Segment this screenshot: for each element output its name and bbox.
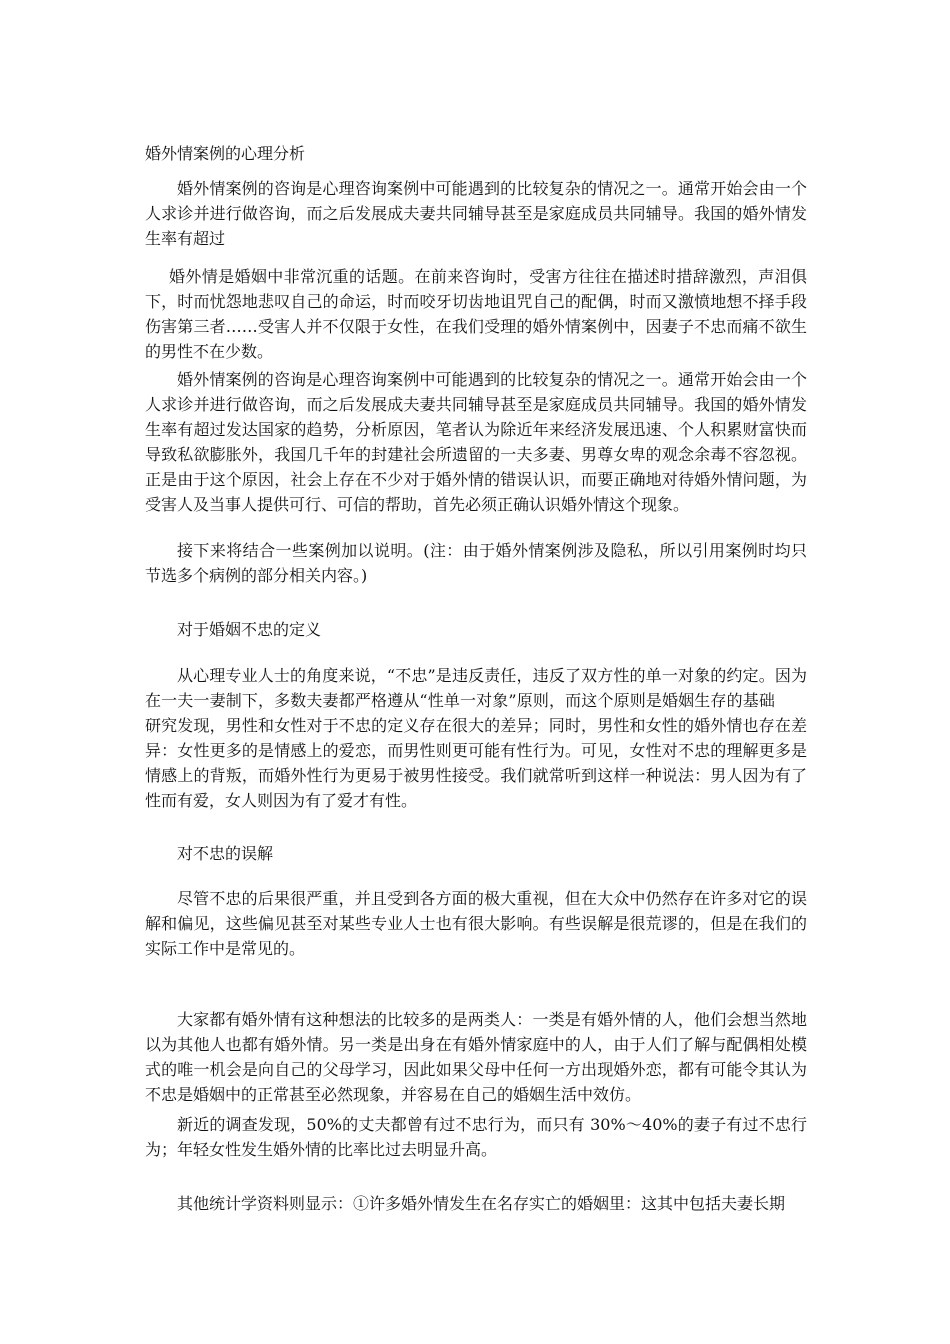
paragraph-intro: 婚外情案例的咨询是心理咨询案例中可能遇到的比较复杂的情况之一。通常开始会由一个人求诊并进行做咨询，而之后发展成夫妻共同辅导甚至是家庭成员共同辅导。我国的婚外情发生率有超过 [145,179,807,248]
paragraph-heavy-topic: 婚外情是婚姻中非常沉重的话题。在前来咨询时，受害方往往在描述时措辞激烈，声泪俱下，时而忧怨地悲叹自己的命运，时而咬牙切齿地诅咒自己的配偶，时而又激愤地想不择手段伤害第三者……受害人并不仅限于女性，在我们受理的婚外情案例中，因妻子不忠而痛不欲生的男性不在少数。 [145,267,807,361]
paragraph-misunderstanding: 尽管不忠的后果很严重，并且受到各方面的极大重视，但在大众中仍然存在许多对它的误解和偏见，这些偏见甚至对某些专业人士也有很大影响。有些误解是很荒谬的，但是在我们的实际工作中是常见的。 [145,889,807,958]
paragraph-definition [145,663,807,813]
paragraph-definition-part1: 从心理专业人士的角度来说，“不忠”是违反责任，违反了双方性的单一对象的约定。因为在一夫一妻制下，多数夫妻都严格遵从“性单一对象”原则，而这个原则是婚姻生存的基础 [145,666,807,710]
paragraph-statistics: 其他统计学资料则显示：①许多婚外情发生在名存实亡的婚姻里：这其中包括夫妻长期 [177,1194,786,1213]
section-heading-definition: 对于婚姻不忠的定义 [177,620,322,639]
paragraph-survey: 新近的调查发现，50%的丈夫都曾有过不忠行为，而只有 30%～40%的妻子有过不忠行为；年轻女性发生婚外情的比率比过去明显升高。 [145,1115,807,1159]
paragraph-definition-part2: 研究发现，男性和女性对于不忠的定义存在很大的差异；同时，男性和女性的婚外情也存在差异：女性更多的是情感上的爱恋，而男性则更可能有性行为。可见，女性对不忠的理解更多是情感上的背叛，而婚外性行为更易于被男性接受。我们就常听到这样一种说法：男人因为有了性而有爱，女人则因为有了爱才有性。 [145,716,807,810]
paragraph-two-types: 大家都有婚外情有这种想法的比较多的是两类人：一类是有婚外情的人，他们会想当然地以为其他人也都有婚外情。另一类是出身在有婚外情家庭中的人，由于人们了解与配偶相处模式的唯一机会是向自己的父母学习，因此如果父母中任何一方出现婚外恋，都有可能令其认为不忠是婚姻中的正常甚至必然现象，并容易在自己的婚姻生活中效仿。 [145,1010,807,1104]
paragraph-consultation: 婚外情案例的咨询是心理咨询案例中可能遇到的比较复杂的情况之一。通常开始会由一个人求诊并进行做咨询，而之后发展成夫妻共同辅导甚至是家庭成员共同辅导。我国的婚外情发生率有超过发达国家的趋势，分析原因，笔者认为除近年来经济发展迅速、个人积累财富快而导致私欲膨胀外，我国几千年的封建社会所遗留的一夫多妻、男尊女卑的观念余毒不容忽视。正是由于这个原因，社会上存在不少对于婚外情的错误认识，而要正确地对待婚外情问题，为受害人及当事人提供可行、可信的帮助，首先必须正确认识婚外情这个现象。 [145,370,807,514]
section-heading-misunderstanding: 对不忠的误解 [177,844,274,863]
document-title: 婚外情案例的心理分析 [145,144,306,163]
paragraph-case-note: 接下来将结合一些案例加以说明。(注：由于婚外情案例涉及隐私，所以引用案例时均只节选多个病例的部分相关内容。) [145,541,807,585]
